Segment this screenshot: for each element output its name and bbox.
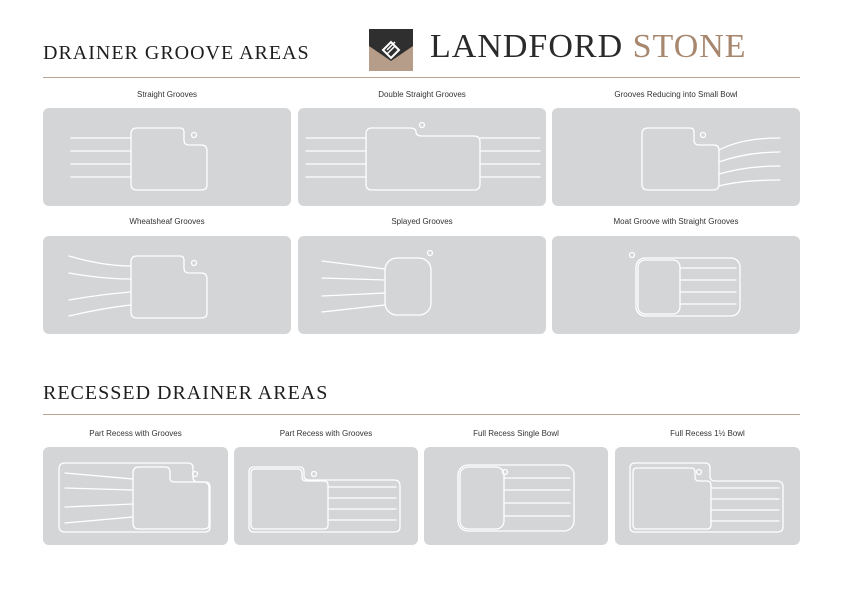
brand-name-part2: STONE — [632, 28, 747, 65]
diagram-moat-groove — [552, 236, 800, 334]
divider-recessed — [43, 414, 800, 415]
caption-full-recess-one-half: Full Recess 1½ Bowl — [670, 429, 745, 438]
diagram-grooves-reducing — [552, 108, 800, 206]
caption-wheatsheaf-grooves: Wheatsheaf Grooves — [129, 217, 205, 226]
section-title-recessed: RECESSED DRAINER AREAS — [43, 382, 329, 404]
diagram-full-recess-one-half — [615, 447, 800, 545]
caption-part-recess-2: Part Recess with Grooves — [279, 429, 373, 438]
caption-double-straight-grooves: Double Straight Grooves — [378, 90, 466, 99]
diagram-wheatsheaf-grooves — [43, 236, 291, 334]
caption-full-recess-single: Full Recess Single Bowl — [473, 429, 559, 438]
sink-emblem-icon — [369, 29, 413, 71]
caption-grooves-reducing: Grooves Reducing into Small Bowl — [614, 90, 738, 99]
section-title-groove: DRAINER GROOVE AREAS — [43, 42, 310, 64]
caption-splayed-grooves: Splayed Grooves — [391, 217, 453, 226]
diagram-part-recess-2 — [234, 447, 418, 545]
diagram-full-recess-single — [424, 447, 608, 545]
brand-name — [430, 28, 747, 66]
divider-top — [43, 77, 800, 78]
caption-straight-grooves: Straight Grooves — [136, 90, 198, 99]
diagram-splayed-grooves — [298, 236, 546, 334]
diagram-double-straight-grooves — [298, 108, 546, 206]
diagram-part-recess-1 — [43, 447, 228, 545]
caption-moat-groove: Moat Groove with Straight Grooves — [613, 217, 739, 226]
brand-name-part1: LANDFORD — [430, 28, 624, 65]
diagram-straight-grooves — [43, 108, 291, 206]
caption-part-recess-1: Part Recess with Grooves — [89, 429, 182, 438]
